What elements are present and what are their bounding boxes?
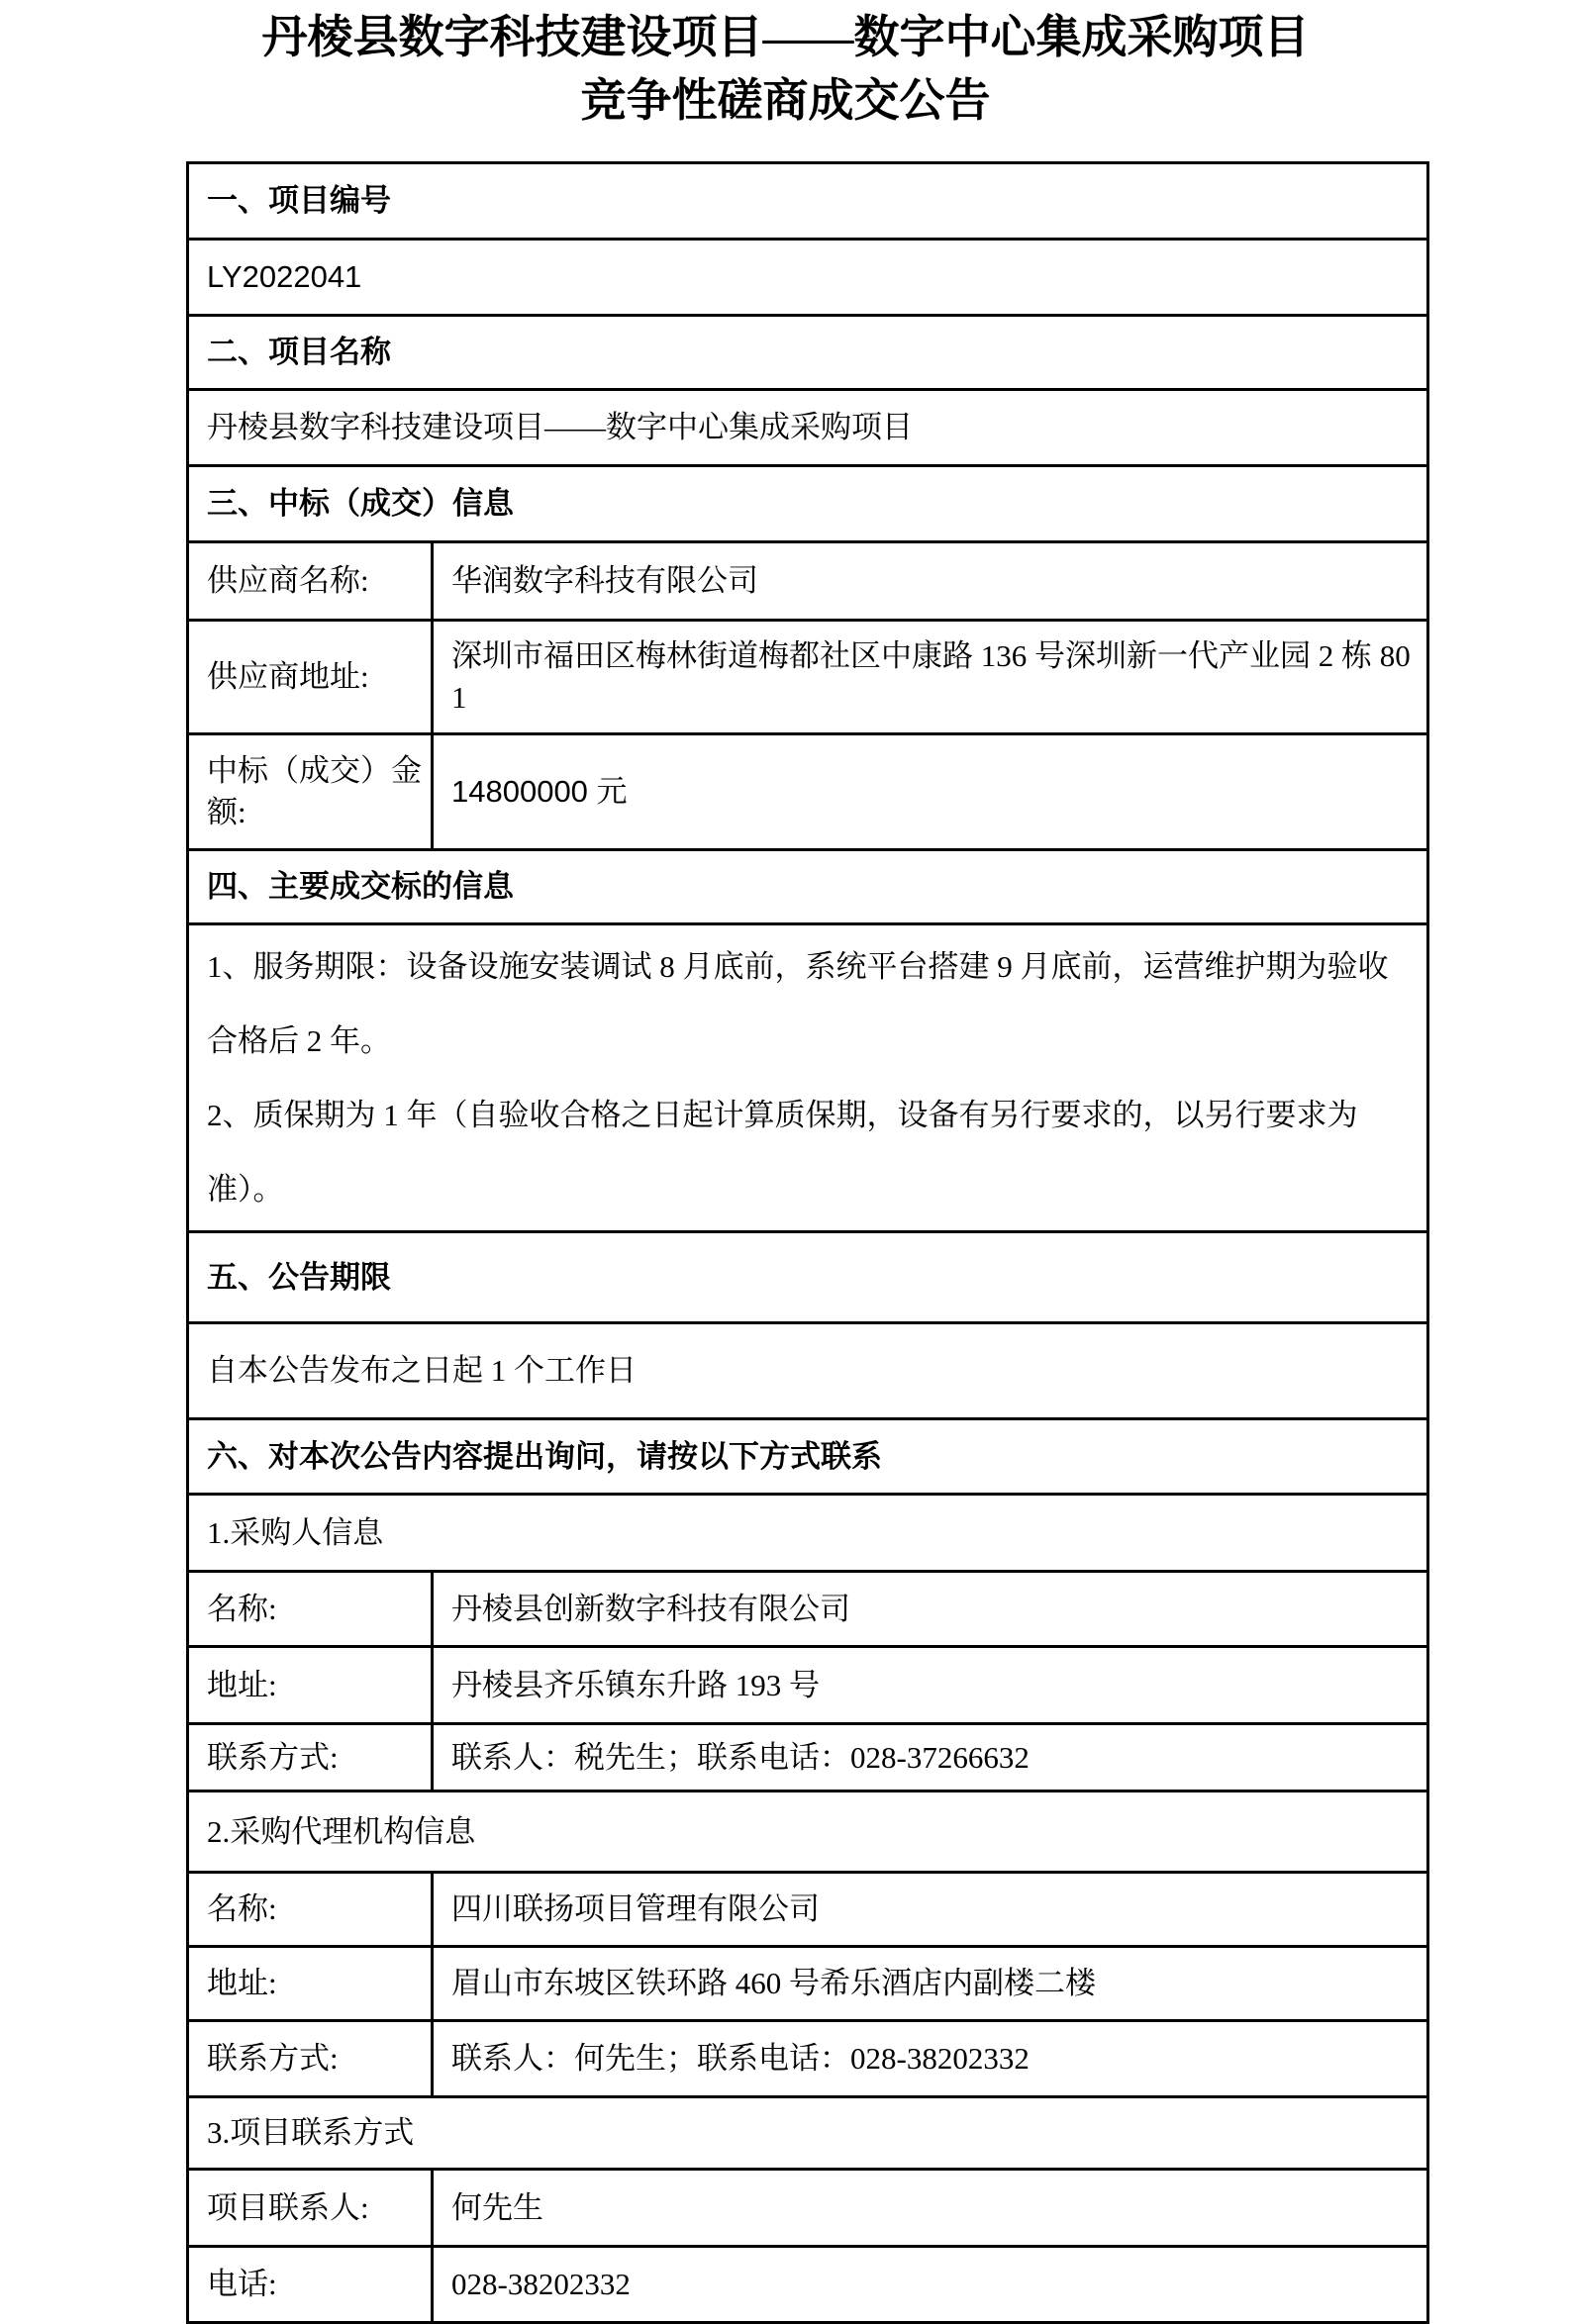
- project-contact-person-label: 项目联系人:: [188, 2170, 433, 2247]
- award-amount-row: [188, 734, 1428, 850]
- agency-address-row: [188, 1947, 1428, 2021]
- section3-heading: 三、中标（成交）信息: [188, 466, 1428, 542]
- section2-heading-row: [188, 316, 1428, 390]
- document-title-line2: 竞争性磋商成交公告: [580, 75, 991, 126]
- notice-period-value: 自本公告发布之日起 1 个工作日: [188, 1323, 1428, 1419]
- project-contact-subheading: 3.项目联系方式: [188, 2097, 1428, 2170]
- section1-heading-row: [188, 163, 1428, 240]
- supplier-address-value: 深圳市福田区梅林街道梅都社区中康路 136 号深圳新一代产业园 2 栋 801: [433, 621, 1428, 734]
- purchaser-address-label: 地址:: [188, 1647, 433, 1724]
- supplier-name-row: [188, 542, 1428, 621]
- section6-heading-row: [188, 1419, 1428, 1495]
- agency-name-row: [188, 1873, 1428, 1947]
- supplier-address-label: 供应商地址:: [188, 621, 433, 734]
- purchaser-name-value: 丹棱县创新数字科技有限公司: [433, 1572, 1428, 1647]
- section4-heading-row: [188, 850, 1428, 924]
- section3-heading-row: [188, 466, 1428, 542]
- purchaser-address-value: 丹棱县齐乐镇东升路 193 号: [433, 1647, 1428, 1724]
- section4-content-row: [188, 924, 1428, 1232]
- supplier-address-row: [188, 621, 1428, 734]
- purchaser-name-label: 名称:: [188, 1572, 433, 1647]
- service-term-text: 1、服务期限：设备设施安装调试 8 月底前，系统平台搭建 9 月底前，运营维护期为验收合格后 2 年。: [207, 949, 1389, 1058]
- purchaser-address-row: [188, 1647, 1428, 1724]
- project-contact-phone-value: 028-38202332: [433, 2247, 1428, 2323]
- purchaser-contact-value: 联系人：税先生；联系电话：028-37266632: [433, 1724, 1428, 1791]
- project-contact-phone-label: 电话:: [188, 2247, 433, 2323]
- section4-heading: 四、主要成交标的信息: [188, 850, 1428, 924]
- notice-period-row: [188, 1323, 1428, 1419]
- warranty-text: 2、质保期为 1 年（自验收合格之日起计算质保期，设备有另行要求的，以另行要求为准）。: [207, 1098, 1358, 1207]
- supplier-name-label: 供应商名称:: [188, 542, 433, 621]
- agency-name-label: 名称:: [188, 1873, 433, 1947]
- section4-content: [188, 924, 1428, 1232]
- announcement-table: [186, 161, 1429, 2324]
- document-title-line1: 丹棱县数字科技建设项目——数字中心集成采购项目: [261, 12, 1310, 62]
- agency-address-label: 地址:: [188, 1947, 433, 2021]
- project-contact-person-value: 何先生: [433, 2170, 1428, 2247]
- agency-subheading-row: [188, 1791, 1428, 1873]
- project-name-value: 丹棱县数字科技建设项目——数字中心集成采购项目: [188, 390, 1428, 466]
- award-amount-label: 中标（成交）金额:: [188, 734, 433, 850]
- agency-subheading: 2.采购代理机构信息: [188, 1791, 1428, 1873]
- purchaser-subheading-row: [188, 1495, 1428, 1572]
- section2-heading: 二、项目名称: [188, 316, 1428, 390]
- agency-contact-label: 联系方式:: [188, 2021, 433, 2097]
- project-name-row: [188, 390, 1428, 466]
- project-contact-phone-row: [188, 2247, 1428, 2323]
- purchaser-subheading: 1.采购人信息: [188, 1495, 1428, 1572]
- project-number-row: [188, 240, 1428, 316]
- supplier-name-value: 华润数字科技有限公司: [433, 542, 1428, 621]
- document-title: [0, 6, 1571, 133]
- purchaser-contact-row: [188, 1724, 1428, 1791]
- award-amount-value: 14800000 元: [433, 734, 1428, 850]
- project-contact-subheading-row: [188, 2097, 1428, 2170]
- project-contact-person-row: [188, 2170, 1428, 2247]
- agency-name-value: 四川联扬项目管理有限公司: [433, 1873, 1428, 1947]
- project-number-value: LY2022041: [188, 240, 1428, 316]
- agency-contact-value: 联系人：何先生；联系电话：028-38202332: [433, 2021, 1428, 2097]
- agency-address-value: 眉山市东坡区铁环路 460 号希乐酒店内副楼二楼: [433, 1947, 1428, 2021]
- section6-heading: 六、对本次公告内容提出询问，请按以下方式联系: [188, 1419, 1428, 1495]
- agency-contact-row: [188, 2021, 1428, 2097]
- purchaser-name-row: [188, 1572, 1428, 1647]
- section5-heading: 五、公告期限: [188, 1232, 1428, 1323]
- purchaser-contact-label: 联系方式:: [188, 1724, 433, 1791]
- section1-heading: 一、项目编号: [188, 163, 1428, 240]
- section5-heading-row: [188, 1232, 1428, 1323]
